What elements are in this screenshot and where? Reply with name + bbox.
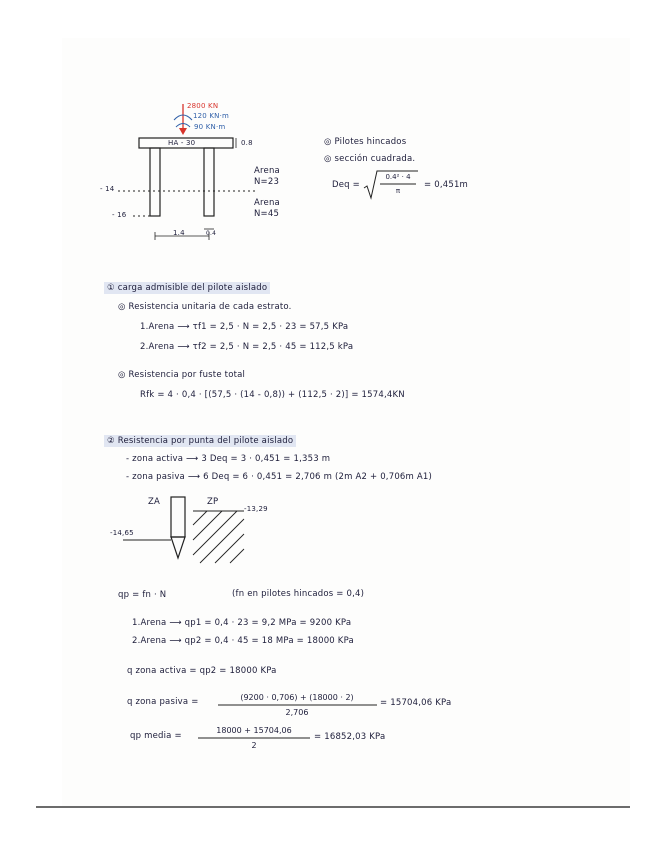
q-zona-pasiva-result: = 15704,06 KPa (380, 698, 452, 708)
soil-hatching (193, 511, 244, 563)
zona-activa-line: - zona activa ⟶ 3 Deq = 3 · 0,451 = 1,353 m (126, 454, 331, 464)
fig-depth-top: -13,29 (244, 505, 268, 513)
section1-title: ① carga admisible del pilote aislado (104, 282, 270, 294)
section1-sub2: ◎ Resistencia por fuste total (118, 370, 246, 380)
layer1-label: Arena (254, 166, 280, 176)
width-label: 0.4 (206, 230, 217, 237)
qp2-line: 2.Arena ⟶ qp2 = 0,4 · 45 = 18 MPa = 18000 KPa (132, 636, 354, 646)
section1-sub1-text: Resistencia unitaria de cada estrato. (128, 302, 292, 312)
q-zona-pasiva-label: q zona pasiva = (127, 697, 199, 707)
q-zona-activa: q zona activa = qp2 = 18000 KPa (127, 666, 277, 676)
deq-denominator: π (395, 187, 401, 195)
qp-formula: qp = fn · N (118, 590, 167, 600)
span-label: 1.4 (173, 229, 185, 237)
moment-1-label: 120 KN·m (193, 112, 230, 120)
deq-numerator: 0.4² · 4 (385, 173, 411, 181)
layer2-n: N=45 (254, 209, 280, 219)
section2-title-text: Resistencia por punta del pilote aislado (117, 436, 294, 446)
section1-line2: 2.Arena ⟶ τf2 = 2,5 · N = 2,5 · 45 = 112,5 kPa (140, 342, 354, 352)
note-item-1: ◎ Pilotes hincados (324, 137, 407, 147)
qp-note: (fn en pilotes hincados = 0,4) (232, 589, 365, 599)
qp-media-label: qp media = (130, 731, 182, 741)
pile-tip-pile (171, 497, 185, 537)
fig-za-label: ZA (148, 497, 161, 507)
q-zona-pasiva-numerator: (9200 · 0,706) + (18000 · 2) (240, 693, 354, 702)
axial-load-label: 2800 KN (187, 102, 219, 110)
fig-depth-bottom: -14,65 (110, 529, 134, 537)
pile-tip-point (171, 537, 185, 558)
depth-16-label: - 16 (112, 211, 127, 219)
section1-title-text: carga admisible del pilote aislado (117, 283, 268, 293)
deq-label: Deq = (332, 180, 360, 190)
section1-line1: 1.Arena ⟶ τf1 = 2,5 · N = 2,5 · 23 = 57,5 KPa (140, 322, 349, 332)
left-pile (150, 148, 160, 216)
axial-load-arrowhead (179, 128, 187, 135)
section1-sub1: ◎ Resistencia unitaria de cada estrato. (118, 302, 292, 312)
note-item-2-text: sección cuadrada. (334, 154, 416, 164)
fig-zp-label: ZP (207, 497, 219, 507)
qp-media-result: = 16852,03 KPa (314, 732, 386, 742)
note-item-2: ◎ sección cuadrada. (324, 154, 416, 164)
right-pile (204, 148, 214, 216)
depth-14-label: - 14 (100, 185, 115, 193)
layer1-n: N=23 (254, 177, 280, 187)
cap-label: HA - 30 (168, 139, 196, 147)
deq-result: = 0,451m (424, 180, 469, 190)
section1-sub2-text: Resistencia por fuste total (128, 370, 246, 380)
qp-media-denominator: 2 (251, 741, 257, 750)
section1-rfk: Rfk = 4 · 0,4 · [(57,5 · (14 - 0,8)) + (112,5 · 2)] = 1574,4KN (140, 390, 405, 400)
zona-pasiva-line: - zona pasiva ⟶ 6 Deq = 6 · 0,451 = 2,706 m (2m A2 + 0,706m A1) (126, 472, 433, 482)
note-item-1-text: Pilotes hincados (334, 137, 407, 147)
qp-media-numerator: 18000 + 15704,06 (216, 726, 292, 735)
qp1-line: 1.Arena ⟶ qp1 = 0,4 · 23 = 9,2 MPa = 9200 KPa (132, 618, 352, 628)
layer2-label: Arena (254, 198, 280, 208)
q-zona-pasiva-denominator: 2,706 (285, 708, 309, 717)
section2-title: ② Resistencia por punta del pilote aislado (104, 435, 296, 447)
moment-2-label: 90 KN·m (194, 123, 226, 131)
cap-thickness-label: 0.8 (241, 139, 253, 147)
